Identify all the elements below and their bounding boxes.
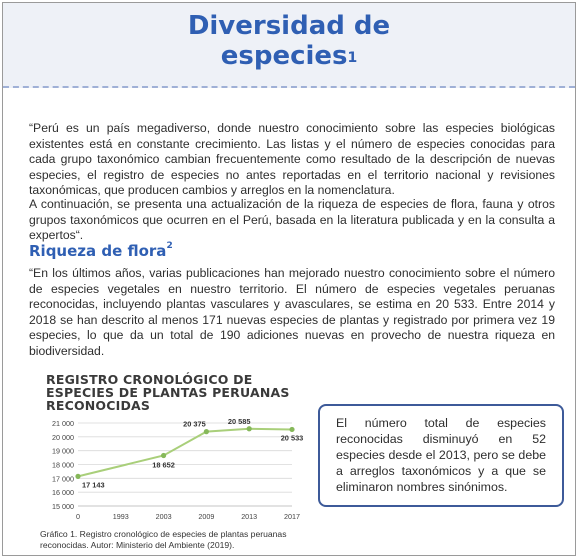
data-label: 20 585 (227, 416, 251, 426)
chart-title-line-1: REGISTRO CRONOLÓGICO DE (46, 372, 253, 387)
data-point (289, 427, 294, 432)
callout-text: El número total de especies reconocidas disminuyó en 52 especies desde el 2013, pero se debe a arreglos taxonómicos y a que se eliminaron nombres sinónimos. (336, 416, 546, 494)
data-point (204, 429, 209, 434)
y-tick-label: 19 000 (52, 446, 74, 456)
data-label: 18 652 (152, 460, 175, 470)
section-title-text: Riqueza de flora (29, 242, 167, 260)
intro-paragraph-2: A continuación, se presenta una actualización de la riqueza de especies de flora, fauna y otros grupos taxonómicos que ocurren en el Perú, basada en la literatura publicada y en la consulta a expertos“. (29, 197, 555, 242)
section-paragraph: “En los últimos años, varias publicaciones han mejorado nuestro conocimiento sobre el número de especies vegetales en nuestro territorio. El número de especies vegetales peruanas reconocidas, incluyendo plantas vasculares y avasculares, se estima en 20 533. Entre 2014 y 2018 se han descrito al menos 171 nuevas especies de plantas y registrado por primera vez 19 especies, lo que da un total de 190 adiciones nuevas en provecho de nuestra riqueza en biodiversidad. (29, 266, 555, 358)
title-line-1: Diversidad de (187, 11, 391, 41)
y-tick-label: 15 000 (52, 502, 74, 511)
data-point (75, 474, 80, 479)
section-title (29, 242, 173, 260)
data-point (247, 426, 252, 431)
title-footnote-marker: 1 (347, 50, 358, 66)
data-label: 17 143 (82, 480, 105, 490)
x-tick-label: 0 (76, 512, 80, 521)
x-tick-label: 2009 (198, 512, 215, 521)
x-tick-label: 2013 (241, 512, 258, 521)
section-footnote-marker: 2 (166, 241, 173, 251)
x-tick-label: 2003 (155, 512, 172, 521)
chart-caption: Gráfico 1. Registro cronológico de especies de plantas peruanas reconocidas. Autor: Ministerio del Ambiente (2019). (40, 529, 287, 550)
y-tick-label: 18 000 (52, 460, 74, 470)
species-line-chart (38, 416, 304, 528)
data-label: 20 533 (280, 433, 304, 443)
summary-callout-box (318, 404, 564, 507)
data-label: 20 375 (183, 419, 206, 429)
x-tick-label: 2017 (284, 512, 300, 521)
x-tick-label: 1993 (112, 512, 129, 521)
data-point (161, 453, 166, 458)
title-line-2: especies (220, 41, 348, 71)
series-line (78, 429, 292, 477)
chart-title-line-3: RECONOCIDAS (46, 398, 151, 413)
y-tick-label: 21 000 (52, 419, 74, 428)
y-tick-label: 17 000 (52, 474, 74, 484)
chart-title (46, 373, 316, 412)
chart-title-line-2: ESPECIES DE PLANTAS PERUANAS (46, 385, 290, 400)
page-title (3, 11, 575, 71)
y-tick-label: 16 000 (52, 488, 74, 498)
intro-paragraph-1: “Perú es un país megadiverso, donde nuestro conocimiento sobre las especies biológicas existentes está en constante crecimiento. Las listas y el número de especies conocidas para cada grupo taxonómico cambian frecuentemente como resultado de la descripción de nuevas especies, el registro de especies no antes reportadas en el territorio nacional y revisiones taxonómicas, que producen cambios y arreglos en la nomenclatura. (29, 121, 555, 197)
y-tick-label: 20 000 (52, 432, 74, 442)
header-banner (3, 3, 575, 88)
